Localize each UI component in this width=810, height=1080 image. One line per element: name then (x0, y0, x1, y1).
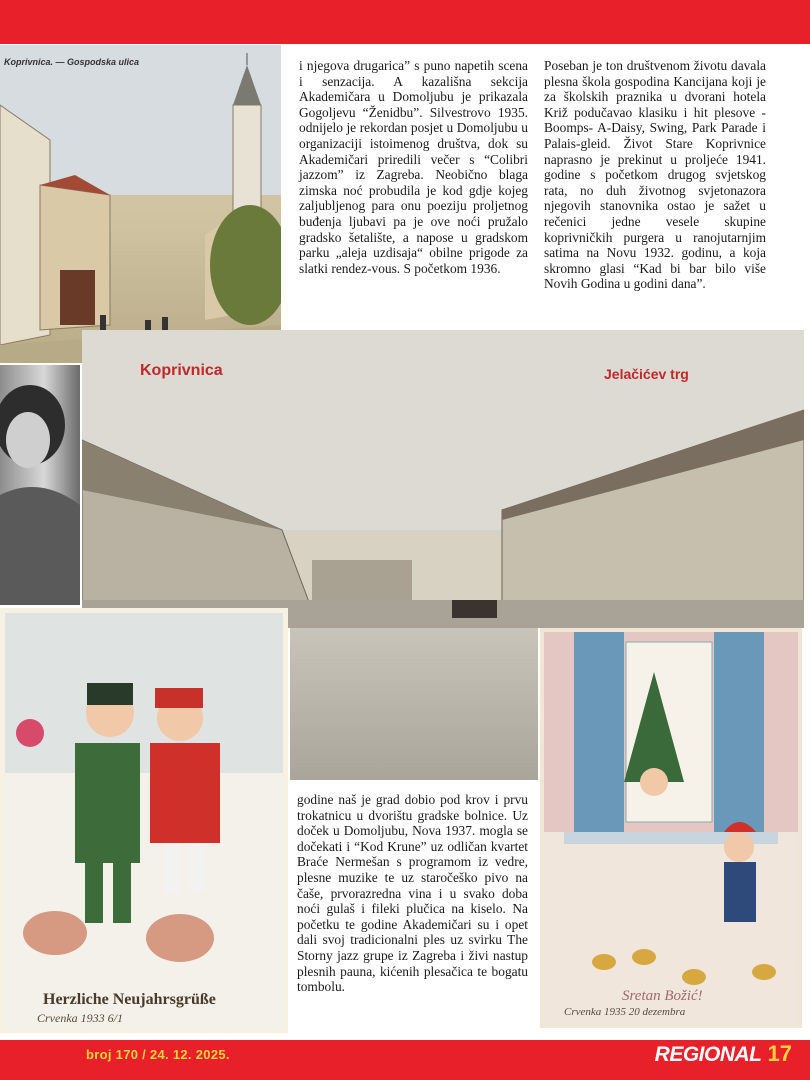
page-number: 17 (767, 1041, 792, 1066)
top-color-bar (0, 0, 810, 44)
street-scene-illustration (0, 45, 283, 365)
square-postcard-photo (82, 330, 804, 628)
street-postcard-caption: Koprivnica. — Gospodska ulica (4, 57, 140, 67)
christmas-card-handwriting: Crvenka 1935 20 dezembra (564, 1006, 686, 1018)
issue-info: broj 170 / 24. 12. 2025. (86, 1047, 230, 1062)
christmas-card-illustration (544, 632, 798, 1024)
new-year-card-handwriting: Crvenka 1933 6/1 (37, 1011, 123, 1025)
christmas-card-photo (540, 628, 802, 1028)
brand-logo: REGIONAL (654, 1043, 762, 1066)
portrait-illustration (0, 365, 80, 605)
square-postcard-title-left: Koprivnica (140, 362, 223, 379)
footer-brand (655, 1041, 792, 1067)
portrait-photo (0, 365, 80, 605)
new-year-card-illustration (5, 613, 283, 1028)
article-column-2: Poseban je ton društvenom životu davala plesna škola gospodina Kancijana koji je za školskih praznika u dvorani hotela Križ podučavao klasiku i hit plesove - Boomps- A-Daisy, Swing, Park Parade i Palais-gleid. Život Stare Koprivnice naprasno je prekinut u proljeće 1941. godine s početkom drugog svjetskog rata, no duh životnog svjetonazora njegovih stanovnika ostao je sažet u rečenici jedne vesele skupine koprivničkih purgera u ranojutarnjim satima na Novu 1932. godinu, a koja skromno glasi “Kad bi bar bilo više Novih Godina u godini dana”. (544, 58, 766, 292)
christmas-card-caption: Sretan Božić! (622, 988, 703, 1004)
article-column-1: i njegova drugarica” s puno napetih scena i senzacija. A kazališna sekcija Akademičara u Domoljubu je prikazala Gogoljevu “Ženidbu”. Silvestrovo 1935. odnijelo je rekordan posjet u Domoljubu u organizaciji istoimenog društva, dok su Akademičari priredili večer s “Colibri jazzom” iz Zagreba. Neobično blaga zimska noć probudila je kod gdje kojeg zaljubljenog para onu poeziju proljetnog buđenja ljubavi pa je ove noći pružalo gradsko šetalište, a napose u gradskom parku „aleja uzdisaja“ obilne prigode za slatki rendez-vous. S početkom 1936. (299, 58, 528, 276)
square-postcard-foreground (290, 628, 538, 780)
article-column-3: godine naš je grad dobio pod krov i prvu trokatnicu u dvorištu gradske bolnice. Uz doček u Domoljubu, Nova 1937. mogla se dočekati i “Kod Krune” uz odličan kvartet Braće Nermešan s programom iz vedre, plesne muzike te uz staročeško pivo na čaše, prvorazredna vina i u svako doba noći gulaš i fileki plučica na kiselo. Na početku te godine Akademičari su i opet dali svoj tradicionalni ples uz svirku The Storny jazz grupe iz Zagreba i živi nastup plesnih pauna, kićenih plesačica te bogatu tombolu. (297, 792, 528, 995)
street-postcard-photo (0, 45, 283, 365)
new-year-card-caption: Herzliche Neujahrsgrüße (43, 991, 216, 1008)
square-postcard-title-right: Jelačićev trg (604, 366, 689, 382)
new-year-card-photo (0, 608, 288, 1033)
